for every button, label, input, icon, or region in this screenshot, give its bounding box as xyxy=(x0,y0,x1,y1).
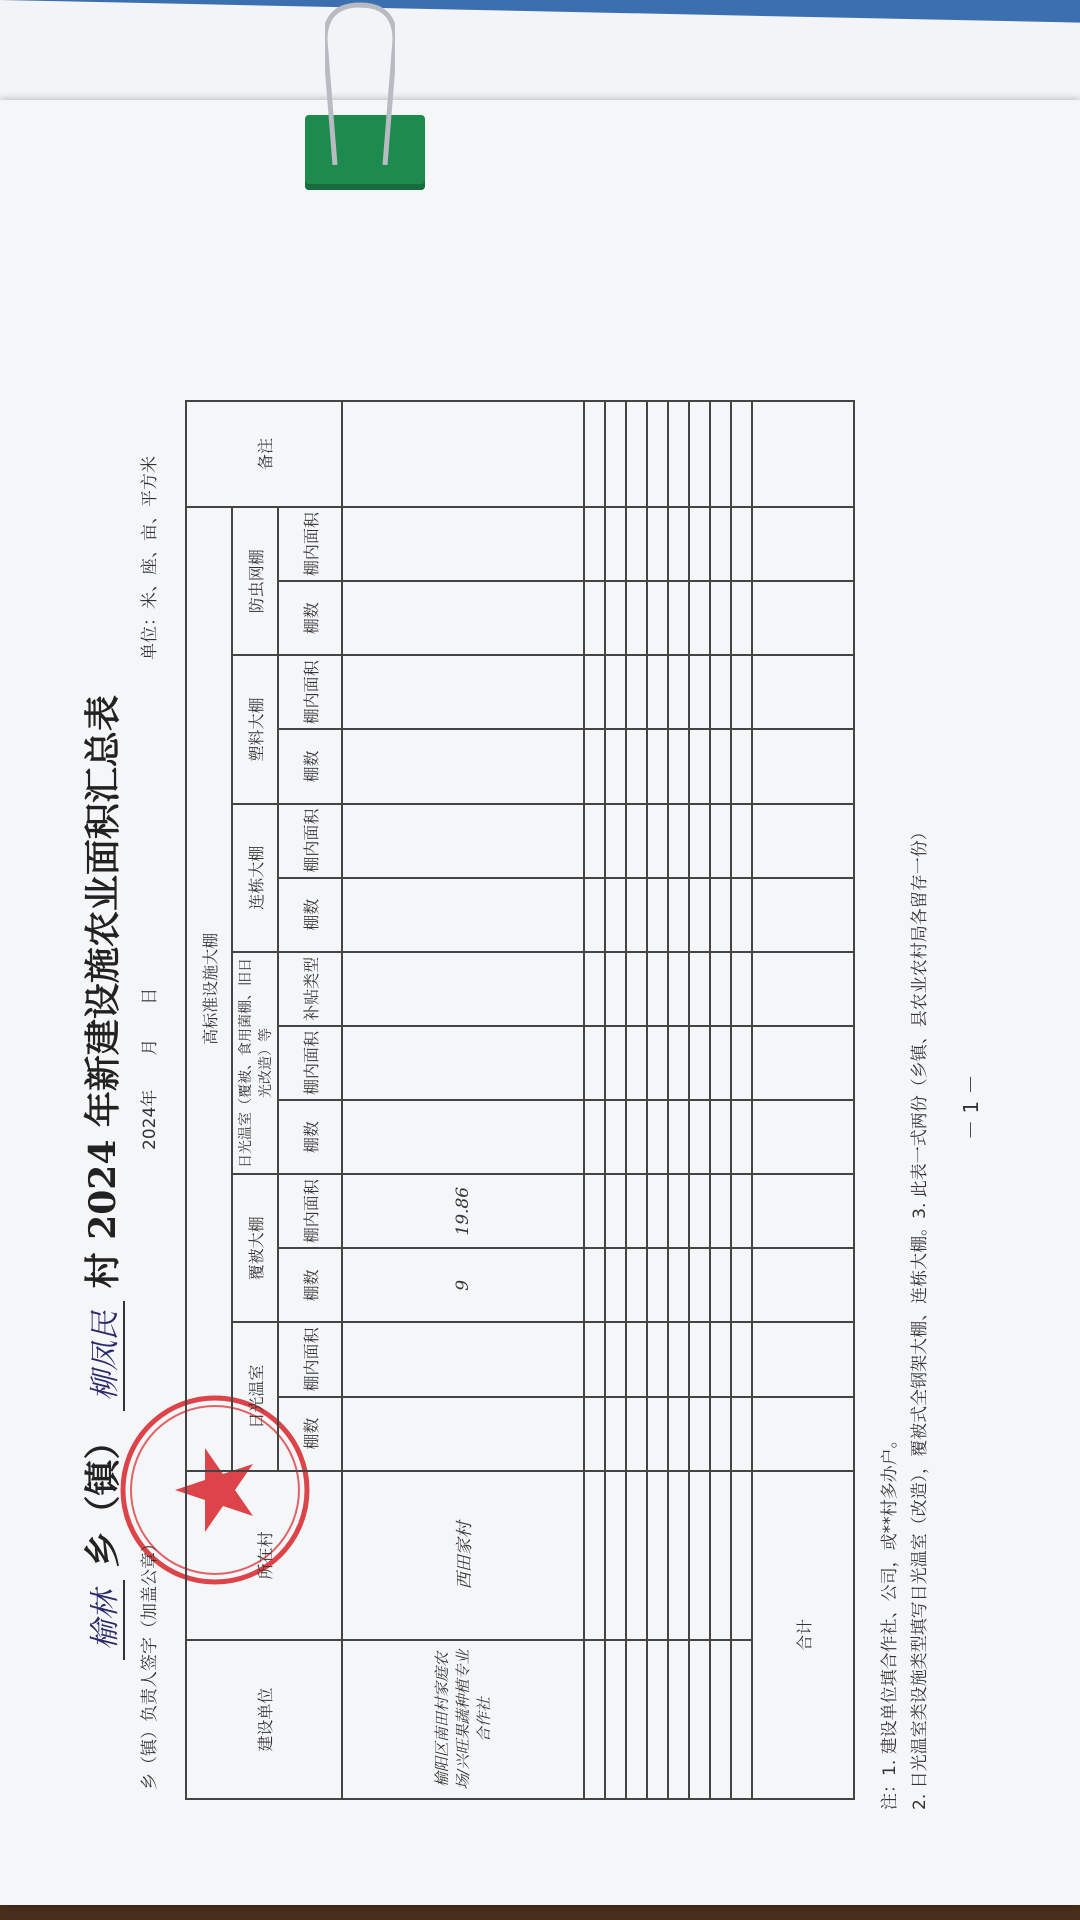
table-row xyxy=(626,401,647,1799)
header-count: 棚数 xyxy=(278,729,342,803)
note-line-2: 2. 日光温室类设施类型填写日光温室（改造），覆被式全钢架大棚、连栋大棚。3. 此表一式两份（乡镇、县农业农村局各留存一份） xyxy=(910,823,930,1810)
table-row xyxy=(668,401,689,1799)
header-insect-net: 防虫网棚 xyxy=(232,507,278,655)
header-sunlight-renovation: 日光温室（覆被、食用菌棚、旧日光改造）等 xyxy=(232,952,278,1174)
county-handwritten: 榆林 xyxy=(88,1580,125,1660)
unit-line: 单位：米、座、亩、平方米 xyxy=(140,456,160,660)
header-inner-area: 棚内面积 xyxy=(278,1174,342,1248)
table-row xyxy=(605,401,626,1799)
header-count: 棚数 xyxy=(278,1100,342,1174)
row1-film-count: 9 xyxy=(342,1248,584,1322)
header-inner-area: 棚内面积 xyxy=(278,1026,342,1100)
header-standard-group: 高标准设施大棚 xyxy=(186,507,232,1471)
header-inner-area: 棚内面积 xyxy=(278,507,342,581)
header-row-1 xyxy=(186,401,232,1799)
header-inner-area: 棚内面积 xyxy=(278,655,342,729)
header-sunlight: 日光温室 xyxy=(232,1322,278,1470)
township-label: 乡（镇） xyxy=(82,1423,124,1568)
header-count: 棚数 xyxy=(278,878,342,952)
header-builder: 建设单位 xyxy=(186,1640,342,1799)
header-remarks: 备注 xyxy=(186,401,342,507)
row1-builder: 榆阳区南田村家庭农场/兴旺果蔬种植专业合作社 xyxy=(342,1640,584,1799)
row1-location: 西田家村 xyxy=(342,1471,584,1640)
total-row xyxy=(752,401,854,1799)
binder-clip-icon xyxy=(325,0,395,165)
document-title xyxy=(75,695,126,1660)
table-row xyxy=(647,401,668,1799)
table-row xyxy=(731,401,752,1799)
table-row xyxy=(584,401,605,1799)
header-subsidy-type: 补贴类型 xyxy=(278,952,342,1026)
header-inner-area: 棚内面积 xyxy=(278,804,342,878)
rotated-document xyxy=(75,300,995,1820)
summary-table xyxy=(185,400,855,1800)
header-location: 所在村 xyxy=(186,1471,342,1640)
signature-line: 乡（镇）负责人签字（加盖公章） xyxy=(140,1535,160,1790)
note-line-1: 注：1. 建设单位填合作社、公司，或**村多办户。 xyxy=(880,1431,900,1810)
footnotes xyxy=(875,330,935,1810)
header-count: 棚数 xyxy=(278,581,342,655)
table-row xyxy=(342,401,584,1799)
title-text: 村 2024 年新建设施农业面积汇总表 xyxy=(82,695,124,1289)
total-label: 合计 xyxy=(752,1471,854,1799)
table-row xyxy=(689,401,710,1799)
page-number: － 1 － xyxy=(959,1074,983,1140)
header-inner-area: 棚内面积 xyxy=(278,1322,342,1396)
village-handwritten: 柳凤民 xyxy=(88,1301,125,1411)
row1-film-area: 19.86 xyxy=(342,1174,584,1248)
header-count: 棚数 xyxy=(278,1397,342,1471)
header-plastic: 塑料大棚 xyxy=(232,655,278,803)
date-line: 2024年 月 日 xyxy=(140,987,160,1150)
header-multi-span: 连栋大棚 xyxy=(232,804,278,952)
paper-sheet xyxy=(0,100,1080,1905)
table-row xyxy=(710,401,731,1799)
header-film-shed: 覆被大棚 xyxy=(232,1174,278,1322)
header-count: 棚数 xyxy=(278,1248,342,1322)
